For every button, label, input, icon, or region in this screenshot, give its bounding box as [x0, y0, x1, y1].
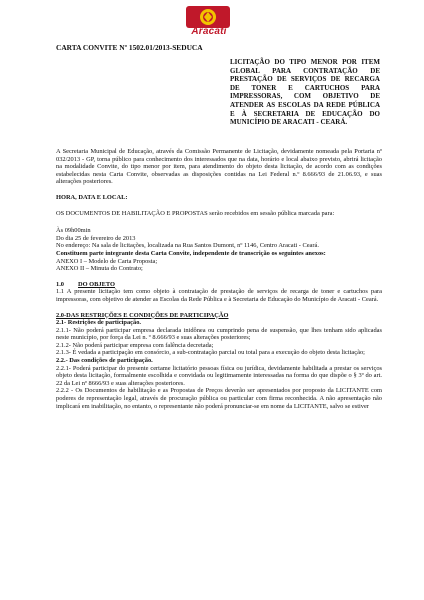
intro-paragraph: A Secretaria Municipal de Educação, através da Comissão Permanente de Licitação, devidamente nomeada pela Portaria nº 032/2013 - GP, torna público para conhecimento dos interessados que na data, horário e local abaixo previsto, abrirá licitação na modalidade Convite, do tipo menor por item, para atendimento do objeto desta licitação, de acordo com as condições estabelecidas nesta Carta Convite, observadas as disposições contidas na Lei Federal n.º 8.666/93 de 21.06.93, e suas alterações posteriores. — [56, 148, 382, 186]
section-2-1-heading: 2.1- Restrições de participação. — [56, 319, 142, 327]
section-2-heading: 2.0-DAS RESTRIÇÕES E CONDIÇÕES DE PARTICIPAÇÃO — [56, 311, 229, 319]
document-body — [56, 148, 382, 410]
schedule-address: No endereço: Na sala de licitações, localizada na Rua Santos Dumont, nº 1146, Centro Aracati - Ceará. — [56, 242, 319, 250]
schedule-time: Às 09h00min — [56, 227, 91, 235]
section-1-heading — [56, 281, 382, 289]
schedule-text: OS DOCUMENTOS DE HABILITAÇÃO E PROPOSTAS serão recebidos em sessão pública marcada para: — [56, 209, 335, 217]
section-1-number: 1.0 — [56, 280, 64, 288]
clause-2-1-3: 2.1.3- É vedada a participação em consórcio, a sub-contratação parcial ou total para a execução do objeto desta licitação; — [56, 349, 365, 357]
document-title: CARTA CONVITE Nº 1502.01/2013-SEDUCA — [56, 43, 203, 52]
clause-2-2-1: 2.2.1- Poderá participar do presente certame licitatório pessoas física ou jurídica, devidamente habilitada a prestar os serviços objeto desta licitação, formalmente escolhida e convidada ou legitimamente interessadas na forma do que dispõe o § 3º do art. 22 da Lei nº 8666/93 e suas alterações posteriores. — [56, 364, 382, 387]
annex-1: ANEXO I – Modelo de Carta Proposta; — [56, 257, 158, 265]
section-1-text: 1.1 A presente licitação tem como objeto à contratação de prestação de serviços de recarga de toner e cartuchos para impressoras, com objetivo de atender as Escolas da Rede Pública e à Secretaria de Educação do Município de Aracati - Ceará. — [56, 288, 382, 303]
schedule-date: Do dia 25 de fevereiro de 2013 — [56, 234, 136, 242]
logo-wordmark: Aracati — [191, 26, 227, 37]
section-2-2-heading: 2.2.- Das condições de participação. — [56, 357, 153, 365]
clause-2-1-1: 2.1.1- Não poderá participar empresa declarada inidônea ou cumprindo pena de suspensão, que lhes tenham sido aplicadas neste município, por força da Lei n. º 8.666/93 e suas alterações posteriores; — [56, 326, 382, 342]
clause-2-2-2: 2.2.2 - Os Documentos de habilitação e as Propostas de Preços deverão ser apresentados por proposto da LICITANTE com poderes de representação legal, através de procuração pública ou particular com firma reconhecida. A não apresentação não implicará em inabilitação, no entanto, o representante não poderá pronunciar-se em nome da LICITANTE, salvo se estiver — [56, 387, 382, 410]
annex-2: ANEXO II – Minuta do Contrato; — [56, 265, 143, 273]
objective-box: LICITAÇÃO DO TIPO MENOR POR ITEM GLOBAL PARA CONTRATAÇÃO DE PRESTAÇÃO DE SERVIÇOS DE RECARGA DE TONER E CARTUCHOS PARA IMPRESSORAS, COM OBJETIVO DE ATENDER AS ESCOLAS DA REDE PÚBLICA E À SECRETARIA DE EDUCAÇÃO DO MUNICÍPIO DE ARACATI - CEARÁ. — [230, 58, 380, 127]
schedule-heading: HORA, DATA E LOCAL: — [56, 193, 128, 201]
annexes-heading: Constituem parte integrante desta Carta Convite, independente de transcrição os seguintes anexos: — [56, 249, 326, 257]
section-1-title: DO OBJETO — [78, 280, 115, 288]
clause-2-1-2: 2.1.2- Não poderá participar empresa com falência decretada; — [56, 341, 214, 349]
